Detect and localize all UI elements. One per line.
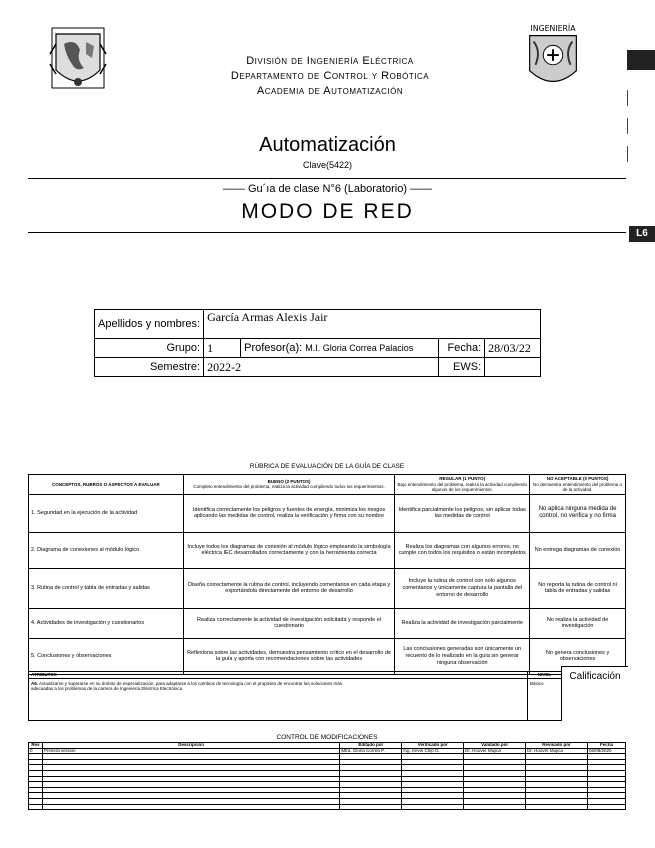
mods-cell: Dr. Hoover Mujica bbox=[464, 748, 526, 754]
rubric-good: Diseña correctamente la rutina de control, incluyendo comentarios en cada etapa y exportándola directamente del entorno de desarrollo bbox=[183, 568, 395, 608]
rubric-regular: Realiza la actividad de investigación parcialmente bbox=[395, 608, 530, 638]
rubric-regular: Identifica parcialmente los peligros, sin aplicar todas las medidas de control bbox=[395, 494, 530, 532]
mods-cell: Ing. Kevin Chip G. bbox=[402, 748, 464, 754]
professor-label: Profesor(a): bbox=[244, 342, 303, 354]
rubric-row bbox=[29, 608, 626, 638]
side-tick bbox=[627, 118, 628, 134]
mods-header: Revisado por bbox=[526, 743, 588, 749]
grade-box bbox=[561, 666, 628, 721]
level-label: NIVEL bbox=[528, 672, 561, 679]
division-name: División de Ingeniería Eléctrica bbox=[246, 55, 414, 67]
mods-header: Descripción bbox=[42, 743, 339, 749]
group-label: Grupo: bbox=[95, 339, 204, 358]
rubric-good: Identifica correctamente los peligros y fuentes de energía, minimiza los riesgos aplicando las medidas de control, realiza la verificación y firma con su nombre bbox=[183, 494, 395, 532]
mods-cell: 0 bbox=[29, 748, 43, 754]
date-value: 28/03/22 bbox=[485, 339, 541, 358]
attribute-text bbox=[31, 681, 361, 691]
side-tick bbox=[627, 90, 628, 106]
attributes-block bbox=[28, 671, 628, 721]
semester-label: Semestre: bbox=[95, 358, 204, 377]
rubric-unacceptable: No realiza la actividad de investigación bbox=[530, 608, 626, 638]
rubric-col-good-desc: Completo entendimiento del problema, realiza la actividad cumpliendo todos los requerimientos. bbox=[193, 484, 385, 490]
rubric-col-unacceptable-desc: No demuestra entendimiento del problema o de la actividad. bbox=[533, 481, 622, 493]
rubric-good: Incluye todos los diagramas de conexión al módulo lógico empleando la simbología eléctrica IEC desarrollados correctamente y con la herramienta correcta bbox=[183, 532, 395, 568]
name-value: García Armas Alexis Jair bbox=[204, 310, 541, 339]
student-info-table bbox=[94, 309, 541, 377]
rubric-regular: Incluye la rutina de control con solo algunos comentarios y únicamente captura la pantalla del entorno de desarrollo bbox=[395, 568, 530, 608]
rubric-concept: 3. Rutina de control y tabla de entradas y salidas bbox=[29, 568, 184, 608]
unam-seal-logo bbox=[46, 24, 110, 96]
rubric-good: Reflexiona sobre las actividades, demuestra pensamiento crítico en el desarrollo de la guía y aporta con recomendaciones sobre las actividades bbox=[183, 638, 395, 674]
seal-text: INGENIERÍA bbox=[530, 23, 576, 33]
academy-name: Academia de Automatización bbox=[256, 85, 404, 97]
rubric-unacceptable: No entrega diagramas de conexión bbox=[530, 532, 626, 568]
subject-code: Clave(5422) bbox=[302, 160, 353, 170]
section-tab-l6: L6 bbox=[629, 226, 655, 242]
mods-cell: Mtra. Gloria Correa P. bbox=[340, 748, 402, 754]
rubric-col-unacceptable: NO ACEPTABLE (0 PUNTOS) bbox=[546, 476, 609, 481]
rubric-regular: Realiza los diagramas con algunos errores, no cumple con todos los requisitos o están incompletos bbox=[395, 532, 530, 568]
rubric-concept: 1. Seguridad en la ejecución de la actividad bbox=[29, 494, 184, 532]
attribute-description: Actualizarse y superarse en su ámbito de especialización, para adaptarse a los cambios de tecnología con el propósito de encontrar las soluciones más adecuadas a los problemas de la carrera de Ingeniería Eléctrica Electrónica bbox=[31, 681, 342, 691]
mods-cell: Dr. Hoover Mujica bbox=[526, 748, 588, 754]
rubric-good: Realiza correctamente la actividad de investigación solicitada y responde el cuestionario bbox=[183, 608, 395, 638]
rubric-concept: 5. Conclusiones y observaciones bbox=[29, 638, 184, 674]
ews-label: EWS: bbox=[439, 358, 485, 377]
mods-header: Editado por bbox=[340, 743, 402, 749]
rubric-col-regular-desc: Bajo entendimiento del problema, realiza la actividad cumpliendo algunos de los requerimientos. bbox=[397, 481, 528, 493]
rubric-col-regular: REGULAR (1 PUNTO) bbox=[439, 476, 486, 481]
side-marker bbox=[627, 50, 655, 70]
name-label: Apellidos y nombres: bbox=[95, 310, 204, 339]
subject-name: Automatización bbox=[259, 134, 396, 156]
rubric-col-good: BUENO (2 PUNTOS) bbox=[267, 478, 311, 484]
rubric-concept: 4. Actividades de investigación y cuestionarios bbox=[29, 608, 184, 638]
mods-header: Fecha bbox=[587, 743, 625, 749]
divider bbox=[28, 178, 626, 179]
attributes-label: ATRIBUTOS bbox=[29, 672, 527, 679]
mods-header: Rev bbox=[29, 743, 43, 749]
rubric-unacceptable: No reporta la rutina de control ni tabla de entradas y salidas bbox=[530, 568, 626, 608]
rubric-unacceptable: No genera conclusiones y observaciones bbox=[530, 638, 626, 674]
rubric-col-concepts: CONCEPTOS, RUBROS O ASPECTOS A EVALUAR bbox=[29, 475, 184, 495]
level-column bbox=[527, 672, 561, 720]
date-label: Fecha: bbox=[439, 339, 485, 358]
guide-label: —— Gu´ıa de clase N°6 (Laboratorio) —— bbox=[222, 183, 433, 195]
mods-header: Verificado por bbox=[402, 743, 464, 749]
department-name: Departamento de Control y Robótica bbox=[230, 70, 430, 82]
professor-value: M.I. Gloria Correa Palacios bbox=[305, 343, 414, 353]
rubric-table bbox=[28, 474, 626, 675]
group-value: 1 bbox=[204, 339, 241, 358]
rubric-title: RÚBRICA DE EVALUACIÓN DE LA GUÍA DE CLASE bbox=[249, 463, 405, 470]
modifications-table bbox=[28, 742, 626, 810]
level-value: Básico bbox=[530, 681, 544, 686]
ews-value bbox=[485, 358, 541, 377]
divider bbox=[28, 232, 626, 233]
attribute-code: A6. bbox=[31, 681, 39, 686]
mods-empty-row bbox=[29, 804, 626, 810]
rubric-row bbox=[29, 568, 626, 608]
mods-title: CONTROL DE MODIFICACIONES bbox=[276, 734, 378, 741]
engineering-seal-logo bbox=[521, 22, 585, 94]
mods-cell: Primera versión bbox=[42, 748, 339, 754]
rubric-row bbox=[29, 494, 626, 532]
semester-value: 2022-2 bbox=[204, 358, 439, 377]
rubric-unacceptable: No aplica ninguna medida de control, no verifica y no firma bbox=[530, 494, 626, 532]
rubric-row bbox=[29, 638, 626, 674]
rubric-concept: 2. Diagrama de conexiones al módulo lógico bbox=[29, 532, 184, 568]
practice-title: MODO DE RED bbox=[241, 200, 414, 223]
rubric-row bbox=[29, 532, 626, 568]
mods-cell: 06/08/2020 bbox=[587, 748, 625, 754]
rubric-regular: Las conclusiones generadas son únicamente un recuento de lo realizado en la guía sin generar ninguna observación bbox=[395, 638, 530, 674]
mods-header: Validado por bbox=[464, 743, 526, 749]
grade-label: Calificación bbox=[569, 671, 621, 682]
